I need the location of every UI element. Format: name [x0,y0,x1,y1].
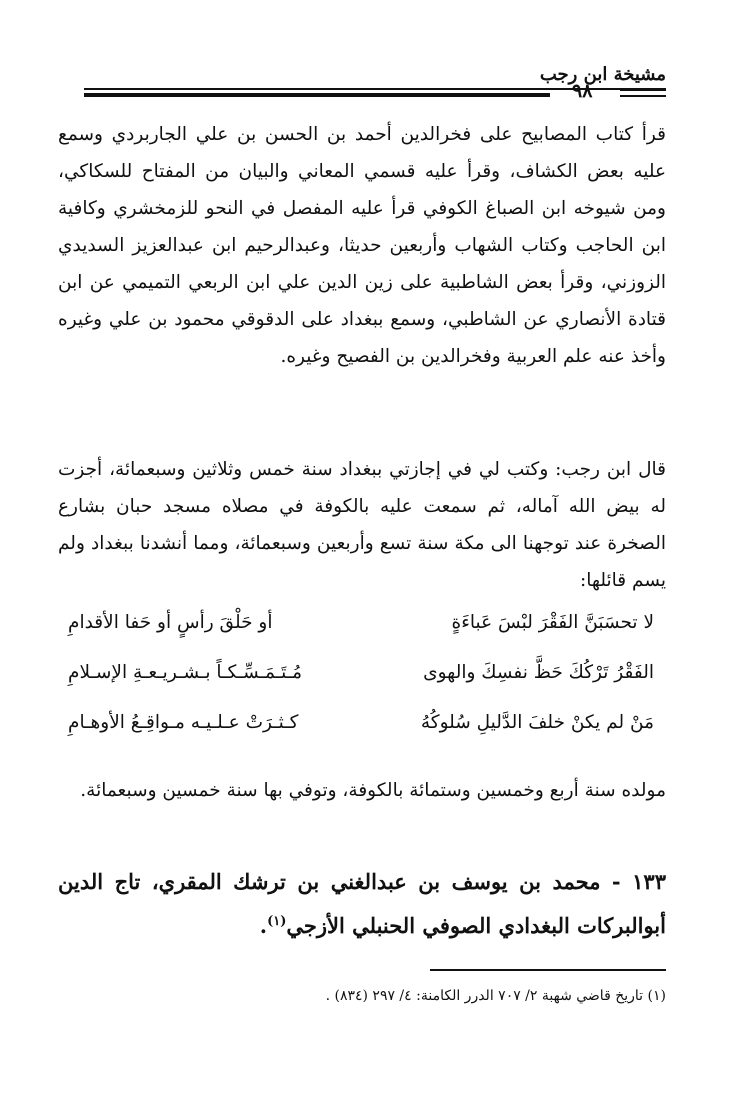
verse-1-first-hemistich: لا تحسَبَنَّ الفَقْرَ لبْسَ عَباءَةٍ [451,612,654,633]
verse-line-3 [58,712,666,752]
verse-line-1 [58,612,666,652]
header-rule-thick [84,93,550,97]
page-number-rule-top [620,89,666,91]
paragraph-1: قرأ كتاب المصابيح على فخرالدين أحمد بن الحسن بن علي الجاربردي وسمع عليه بعض الكشاف، وقرأ عليه قسمي المعاني والبيان من المفتاح للسكاكي، ومن شيوخه ابن الصباغ الكوفي قرأ عليه المفصل في النحو للزمخشري وكافية ابن الحاجب وكتاب الشهاب وأربعين حديثا، وعبدالرحيم ابن عبدالعزيز السديدي الزوزني، وقرأ بعض الشاطبية على زين الدين علي ابن الربعي التميمي عن ابن قتادة الأنصاري عن الشاطبي، وسمع ببغداد على الدقوقي محمود بن علي وغيره وأخذ عنه علم العربية وفخرالدين بن الفصيح وغيره. [58,124,666,367]
entry-heading-end: . [259,913,268,938]
verse-line-2 [58,662,666,702]
entry-heading-text: ١٣٣ - محمد بن يوسف بن عبدالغني بن ترشك المقري، تاج الدين أبوالبركات البغدادي الصوفي الحنبلي الأزجي [58,869,666,938]
verse-2-second-hemistich: مُـتَـمَـسِّـكـاً بـشـريـعـةِ الإسـلامِ [68,662,303,683]
page-number-rule-bottom [620,95,666,97]
page-number: ٩٨ [572,80,593,102]
verse-1-second-hemistich: أو حَلْقَ رأسٍ أو حَفا الأقدامِ [68,612,273,633]
paragraph-3: مولده سنة أربع وخمسين وستمائة بالكوفة، وتوفي بها سنة خمسين وسبعمائة. [80,780,666,801]
footnote-marker[interactable]: (١) [267,914,287,929]
footnote-1: (١) تاريخ قاضي شهبة ٢/ ٧٠٧ الدرر الكامنة: ٤/ ٢٩٧ (٨٣٤) . [325,988,666,1004]
footnote-separator [430,969,666,971]
paragraph-2: قال ابن رجب: وكتب لي في إجازتي ببغداد سنة خمس وثلاثين وسبعمائة، أجزت له بيض الله آماله، ثم سمعت عليه بالكوفة في مصلاه مسجد حبان بشارع الصخرة عند توجهنا الى مكة سنة تسع وأربعين وسبعمائة، ومما أنشدنا ببغداد ولم يسم قائلها: [58,459,666,591]
verse-3-second-hemistich: كـثـرَتْ عـلـيـه مـواقِـعُ الأوهـامِ [68,712,299,733]
verse-2-first-hemistich: الفَقْرُ تَرْكُكَ حَظَّ نفسِكَ والهوى [423,662,654,683]
verse-3-first-hemistich: مَنْ لم يكنْ خلفَ الدَّليلِ سُلوكُهُ [420,712,654,733]
running-head-title: مشيخة ابن رجب [539,64,666,85]
biography-entry-heading [58,860,666,948]
